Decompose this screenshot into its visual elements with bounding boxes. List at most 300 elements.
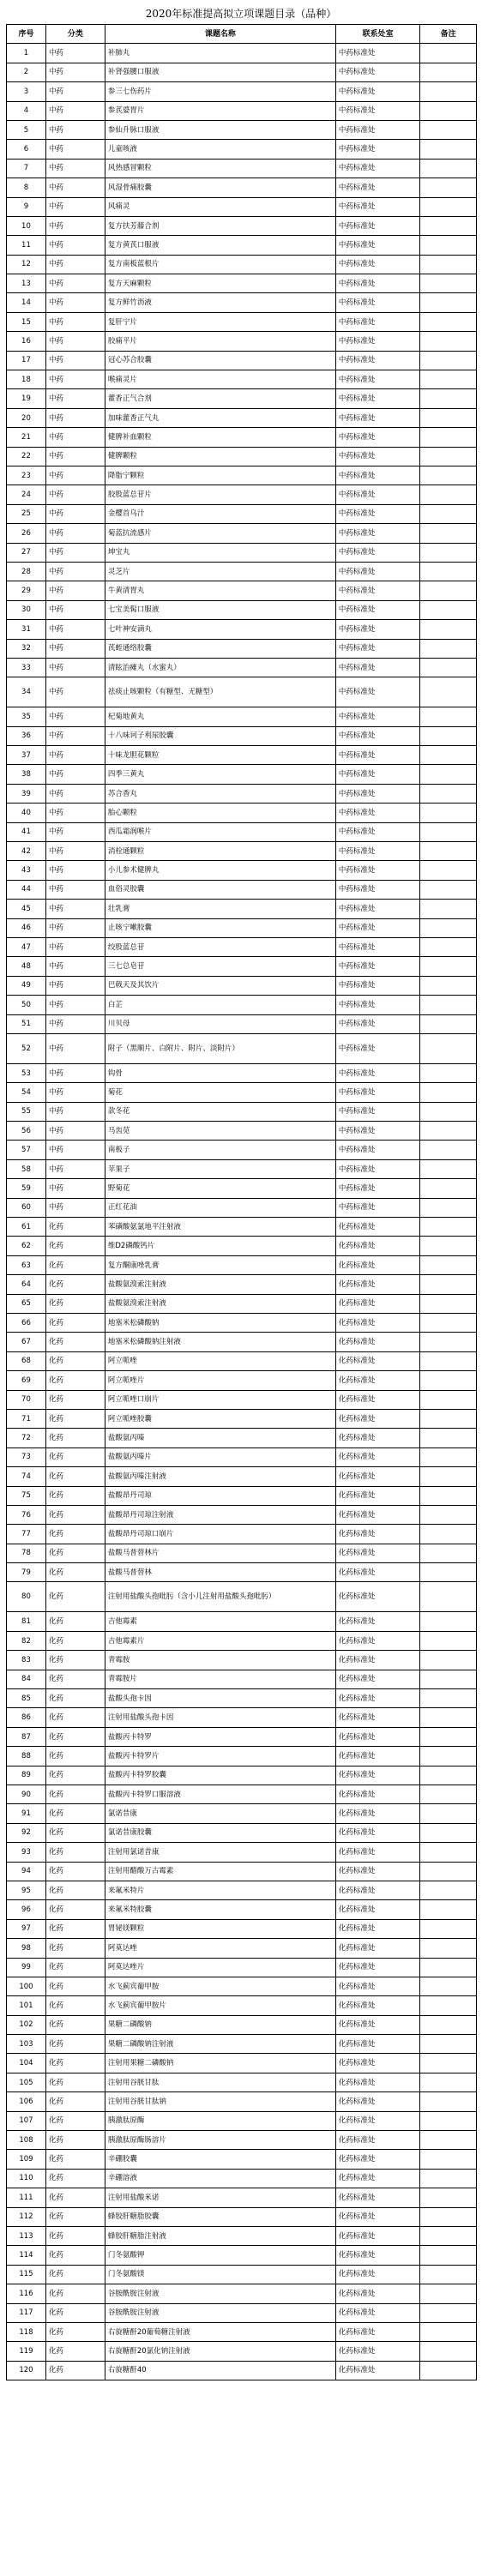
row-remarks [420, 1747, 477, 1766]
row-number: 59 [7, 1179, 46, 1198]
row-number: 38 [7, 765, 46, 784]
row-remarks [420, 1218, 477, 1237]
row-remarks [420, 1843, 477, 1862]
row-topic-name: 四季三黄丸 [105, 765, 335, 784]
row-remarks [420, 216, 477, 235]
table-row [7, 1525, 477, 1544]
row-number: 88 [7, 1747, 46, 1766]
row-category: 中药 [45, 1198, 105, 1217]
row-contact-dept: 中药标准处 [335, 82, 419, 101]
row-topic-name: 坤宝丸 [105, 543, 335, 562]
row-topic-name: 地塞米松磷酸钠 [105, 1314, 335, 1333]
row-remarks [420, 2035, 477, 2054]
row-contact-dept: 化药标准处 [335, 1900, 419, 1919]
row-number: 120 [7, 2361, 46, 2380]
row-category: 中药 [45, 784, 105, 803]
table-row [7, 2169, 477, 2188]
row-category: 中药 [45, 351, 105, 370]
row-contact-dept: 中药标准处 [335, 312, 419, 331]
row-category: 中药 [45, 389, 105, 408]
row-number: 118 [7, 2322, 46, 2341]
row-number: 52 [7, 1033, 46, 1063]
row-number: 64 [7, 1275, 46, 1294]
row-category: 中药 [45, 293, 105, 312]
row-contact-dept: 化药标准处 [335, 1727, 419, 1746]
row-remarks [420, 1977, 477, 1995]
row-contact-dept: 化药标准处 [335, 1237, 419, 1255]
row-number: 98 [7, 1939, 46, 1958]
row-remarks [420, 1996, 477, 2015]
row-category: 中药 [45, 216, 105, 235]
row-number: 61 [7, 1218, 46, 1237]
row-contact-dept: 中药标准处 [335, 861, 419, 880]
row-remarks [420, 1505, 477, 1524]
row-number: 100 [7, 1977, 46, 1995]
row-category: 中药 [45, 140, 105, 159]
row-remarks [420, 2092, 477, 2111]
row-category: 化药 [45, 1804, 105, 1823]
row-number: 41 [7, 822, 46, 841]
table-row [7, 2111, 477, 2130]
row-number: 95 [7, 1881, 46, 1899]
row-category: 化药 [45, 1651, 105, 1670]
row-number: 108 [7, 2131, 46, 2150]
table-row [7, 2035, 477, 2054]
row-number: 55 [7, 1102, 46, 1121]
row-contact-dept: 化药标准处 [335, 1612, 419, 1631]
row-remarks [420, 784, 477, 803]
row-category: 中药 [45, 44, 105, 63]
row-category: 中药 [45, 82, 105, 101]
row-number: 57 [7, 1141, 46, 1159]
table-row [7, 236, 477, 255]
row-contact-dept: 化药标准处 [335, 2073, 419, 2091]
row-number: 27 [7, 543, 46, 562]
row-contact-dept: 中药标准处 [335, 140, 419, 159]
row-number: 2 [7, 63, 46, 81]
row-remarks [420, 274, 477, 293]
row-remarks [420, 1198, 477, 1217]
row-number: 90 [7, 1785, 46, 1803]
row-contact-dept: 中药标准处 [335, 408, 419, 427]
row-remarks [420, 803, 477, 822]
topic-table [6, 24, 477, 2380]
table-row [7, 677, 477, 707]
row-contact-dept: 化药标准处 [335, 1409, 419, 1428]
row-topic-name: 金樱首乌汁 [105, 504, 335, 523]
row-contact-dept: 化药标准处 [335, 1429, 419, 1447]
row-remarks [420, 1409, 477, 1428]
row-number: 65 [7, 1294, 46, 1313]
row-remarks [420, 1823, 477, 1842]
table-row [7, 485, 477, 504]
row-number: 73 [7, 1447, 46, 1466]
row-remarks [420, 82, 477, 101]
header-row [7, 25, 477, 44]
row-number: 78 [7, 1544, 46, 1562]
row-topic-name: 注射用谷胱甘肽钠 [105, 2092, 335, 2111]
row-number: 10 [7, 216, 46, 235]
row-remarks [420, 1333, 477, 1351]
row-number: 48 [7, 957, 46, 976]
row-category: 中药 [45, 120, 105, 139]
row-contact-dept: 化药标准处 [335, 1804, 419, 1823]
row-contact-dept: 中药标准处 [335, 332, 419, 351]
row-category: 中药 [45, 918, 105, 937]
row-remarks [420, 1881, 477, 1899]
row-remarks [420, 178, 477, 197]
row-number: 76 [7, 1505, 46, 1524]
row-contact-dept: 化药标准处 [335, 2207, 419, 2226]
row-contact-dept: 化药标准处 [335, 1785, 419, 1803]
row-number: 80 [7, 1582, 46, 1612]
row-remarks [420, 351, 477, 370]
row-category: 化药 [45, 1390, 105, 1409]
row-contact-dept: 中药标准处 [335, 677, 419, 707]
row-category: 中药 [45, 803, 105, 822]
row-number: 104 [7, 2054, 46, 2073]
row-category: 中药 [45, 370, 105, 389]
row-remarks [420, 1371, 477, 1390]
row-category: 化药 [45, 1544, 105, 1562]
row-topic-name: 盐酸昂丹司琼口崩片 [105, 1525, 335, 1544]
table-row [7, 1063, 477, 1082]
row-topic-name: 胶痛平片 [105, 332, 335, 351]
row-number: 103 [7, 2035, 46, 2054]
row-number: 60 [7, 1198, 46, 1217]
row-remarks [420, 1314, 477, 1333]
row-number: 101 [7, 1996, 46, 2015]
row-remarks [420, 2207, 477, 2226]
row-category: 化药 [45, 1409, 105, 1428]
table-row [7, 1708, 477, 1727]
row-contact-dept: 中药标准处 [335, 1179, 419, 1198]
row-remarks [420, 1429, 477, 1447]
row-topic-name: 正红花油 [105, 1198, 335, 1217]
row-category: 化药 [45, 1429, 105, 1447]
row-number: 91 [7, 1804, 46, 1823]
row-remarks [420, 1727, 477, 1746]
row-remarks [420, 620, 477, 639]
row-category: 中药 [45, 842, 105, 861]
row-contact-dept: 中药标准处 [335, 504, 419, 523]
row-number: 8 [7, 178, 46, 197]
row-remarks [420, 2322, 477, 2341]
row-category: 中药 [45, 1122, 105, 1141]
row-number: 31 [7, 620, 46, 639]
header-contact-dept: 联系处室 [335, 25, 419, 44]
row-topic-name: 补肾强腰口服液 [105, 63, 335, 81]
row-number: 17 [7, 351, 46, 370]
row-topic-name: 盐酸丙卡特罗片 [105, 1747, 335, 1766]
table-row [7, 1486, 477, 1505]
table-row [7, 1505, 477, 1524]
table-row [7, 2361, 477, 2380]
row-category: 中药 [45, 957, 105, 976]
row-topic-name: 灵芝片 [105, 562, 335, 581]
row-topic-name: 盐酸氨丙嗪片 [105, 1447, 335, 1466]
row-topic-name: 七宝美髯口服液 [105, 600, 335, 619]
row-contact-dept: 中药标准处 [335, 44, 419, 63]
table-row [7, 600, 477, 619]
row-topic-name: 盐酸马普替林片 [105, 1544, 335, 1562]
row-topic-name: 盐酸氨丙嗪注射液 [105, 1467, 335, 1486]
row-topic-name: 健脾颗粒 [105, 447, 335, 466]
row-contact-dept: 化药标准处 [335, 2092, 419, 2111]
row-number: 85 [7, 1689, 46, 1708]
table-row [7, 1544, 477, 1562]
row-category: 化药 [45, 1314, 105, 1333]
table-row [7, 2131, 477, 2150]
row-category: 中药 [45, 581, 105, 600]
row-contact-dept: 化药标准处 [335, 1823, 419, 1842]
table-row [7, 2092, 477, 2111]
row-remarks [420, 140, 477, 159]
row-number: 115 [7, 2265, 46, 2284]
row-topic-name: 风痛灵 [105, 197, 335, 216]
table-row [7, 842, 477, 861]
row-topic-name: 盐酸昂丹司琼 [105, 1486, 335, 1505]
row-topic-name: 地塞米松磷酸钠注射液 [105, 1333, 335, 1351]
row-number: 44 [7, 880, 46, 899]
row-category: 化药 [45, 1766, 105, 1785]
row-contact-dept: 中药标准处 [335, 784, 419, 803]
row-topic-name: 南板子 [105, 1141, 335, 1159]
row-topic-name: 来氟米特片 [105, 1881, 335, 1899]
table-row [7, 784, 477, 803]
header-category: 分类 [45, 25, 105, 44]
table-row [7, 2322, 477, 2341]
row-topic-name: 七叶神安滴丸 [105, 620, 335, 639]
row-category: 中药 [45, 312, 105, 331]
row-remarks [420, 2226, 477, 2245]
row-category: 化药 [45, 2226, 105, 2245]
row-remarks [420, 1486, 477, 1505]
table-row [7, 543, 477, 562]
row-remarks [420, 1447, 477, 1466]
row-number: 83 [7, 1651, 46, 1670]
table-row [7, 1083, 477, 1102]
table-row [7, 1689, 477, 1708]
row-number: 28 [7, 562, 46, 581]
row-contact-dept: 化药标准处 [335, 1486, 419, 1505]
row-topic-name: 降脂宁颗粒 [105, 466, 335, 485]
row-topic-name: 注射用谷胱甘肽 [105, 2073, 335, 2091]
row-number: 62 [7, 1237, 46, 1255]
row-remarks [420, 1766, 477, 1785]
row-contact-dept: 中药标准处 [335, 466, 419, 485]
row-remarks [420, 63, 477, 81]
row-contact-dept: 中药标准处 [335, 1198, 419, 1217]
table-row [7, 996, 477, 1014]
table-row [7, 639, 477, 658]
row-topic-name: 复方黄芪口服液 [105, 236, 335, 255]
row-category: 中药 [45, 543, 105, 562]
row-number: 82 [7, 1631, 46, 1650]
header-no: 序号 [7, 25, 46, 44]
row-topic-name: 盐酸氨溴索注射液 [105, 1275, 335, 1294]
row-remarks [420, 1141, 477, 1159]
row-remarks [420, 1102, 477, 1121]
row-number: 111 [7, 2188, 46, 2207]
row-number: 39 [7, 784, 46, 803]
row-number: 94 [7, 1862, 46, 1881]
table-row [7, 1014, 477, 1033]
row-remarks [420, 447, 477, 466]
table-row [7, 2015, 477, 2034]
row-contact-dept: 化药标准处 [335, 2246, 419, 2265]
header-remarks: 备注 [420, 25, 477, 44]
table-row [7, 293, 477, 312]
table-row [7, 504, 477, 523]
row-topic-name: 盐酸丙卡特罗口服溶液 [105, 1785, 335, 1803]
row-number: 13 [7, 274, 46, 293]
row-remarks [420, 1159, 477, 1178]
table-row [7, 178, 477, 197]
table-row [7, 746, 477, 765]
table-row [7, 957, 477, 976]
row-remarks [420, 842, 477, 861]
row-category: 中药 [45, 976, 105, 995]
row-category: 化药 [45, 1823, 105, 1842]
row-contact-dept: 化药标准处 [335, 2169, 419, 2188]
row-contact-dept: 中药标准处 [335, 120, 419, 139]
row-contact-dept: 化药标准处 [335, 1525, 419, 1544]
row-topic-name: 注射用盐酸头孢吡肟（含小儿注射用盐酸头孢吡肟） [105, 1582, 335, 1612]
row-contact-dept: 化药标准处 [335, 2188, 419, 2207]
table-row [7, 1429, 477, 1447]
table-row [7, 1333, 477, 1351]
row-category: 中药 [45, 1063, 105, 1082]
row-topic-name: 盐酸昂丹司琼注射液 [105, 1505, 335, 1524]
row-contact-dept: 中药标准处 [335, 900, 419, 918]
row-number: 19 [7, 389, 46, 408]
row-category: 化药 [45, 2265, 105, 2284]
row-category: 中药 [45, 1102, 105, 1121]
row-topic-name: 菊蓝抗流感片 [105, 524, 335, 543]
row-topic-name: 青霉胺 [105, 1651, 335, 1670]
table-row [7, 82, 477, 101]
row-topic-name: 青霉胺片 [105, 1670, 335, 1688]
row-number: 67 [7, 1333, 46, 1351]
row-contact-dept: 中药标准处 [335, 1083, 419, 1102]
row-contact-dept: 中药标准处 [335, 1033, 419, 1063]
row-topic-name: 右旋糖酐40 [105, 2361, 335, 2380]
row-topic-name: 阿立哌唑片 [105, 1371, 335, 1390]
row-category: 化药 [45, 1785, 105, 1803]
row-topic-name: 吉他霉素片 [105, 1631, 335, 1650]
row-contact-dept: 化药标准处 [335, 2342, 419, 2361]
row-number: 51 [7, 1014, 46, 1033]
row-topic-name: 参三七伤药片 [105, 82, 335, 101]
row-contact-dept: 化药标准处 [335, 1919, 419, 1938]
row-topic-name: 谷胺酰胺注射液 [105, 2303, 335, 2322]
row-number: 74 [7, 1467, 46, 1486]
row-remarks [420, 159, 477, 178]
row-contact-dept: 化药标准处 [335, 1255, 419, 1274]
row-remarks [420, 389, 477, 408]
row-remarks [420, 466, 477, 485]
row-topic-name: 苹果子 [105, 1159, 335, 1178]
row-contact-dept: 中药标准处 [335, 1122, 419, 1141]
row-topic-name: 附子（黑顺片、白附片、附片、淡附片） [105, 1033, 335, 1063]
row-category: 中药 [45, 822, 105, 841]
table-row [7, 1033, 477, 1063]
row-contact-dept: 中药标准处 [335, 159, 419, 178]
row-number: 75 [7, 1486, 46, 1505]
row-category: 化药 [45, 2342, 105, 2361]
row-category: 化药 [45, 2035, 105, 2054]
row-number: 71 [7, 1409, 46, 1428]
row-category: 中药 [45, 159, 105, 178]
row-number: 37 [7, 746, 46, 765]
row-number: 21 [7, 428, 46, 447]
table-row [7, 1294, 477, 1313]
row-category: 中药 [45, 428, 105, 447]
row-topic-name: 水飞蓟宾葡甲胺片 [105, 1996, 335, 2015]
row-number: 50 [7, 996, 46, 1014]
table-row [7, 1785, 477, 1803]
table-row [7, 1862, 477, 1881]
row-category: 中药 [45, 937, 105, 956]
row-contact-dept: 化药标准处 [335, 1651, 419, 1670]
row-topic-name: 风湿骨痛胶囊 [105, 178, 335, 197]
table-row [7, 2246, 477, 2265]
row-topic-name: 钩骨 [105, 1063, 335, 1082]
row-remarks [420, 1390, 477, 1409]
row-number: 109 [7, 2150, 46, 2169]
row-category: 化药 [45, 1670, 105, 1688]
table-row [7, 620, 477, 639]
table-row [7, 63, 477, 81]
row-contact-dept: 化药标准处 [335, 2303, 419, 2322]
row-remarks [420, 428, 477, 447]
row-number: 46 [7, 918, 46, 937]
row-category: 中药 [45, 562, 105, 581]
row-category: 化药 [45, 1486, 105, 1505]
row-number: 114 [7, 2246, 46, 2265]
row-remarks [420, 1631, 477, 1650]
row-contact-dept: 中药标准处 [335, 803, 419, 822]
row-topic-name: 补肺丸 [105, 44, 335, 63]
table-row [7, 861, 477, 880]
row-topic-name: 辛硼溶液 [105, 2169, 335, 2188]
row-number: 72 [7, 1429, 46, 1447]
table-row [7, 1447, 477, 1466]
row-category: 中药 [45, 255, 105, 274]
row-number: 24 [7, 485, 46, 504]
row-contact-dept: 中药标准处 [335, 63, 419, 81]
row-topic-name: 水飞蓟宾葡甲胺 [105, 1977, 335, 1995]
row-number: 29 [7, 581, 46, 600]
row-contact-dept: 化药标准处 [335, 1843, 419, 1862]
row-contact-dept: 中药标准处 [335, 600, 419, 619]
row-remarks [420, 408, 477, 427]
table-row [7, 1747, 477, 1766]
row-category: 化药 [45, 1689, 105, 1708]
row-category: 化药 [45, 1447, 105, 1466]
row-topic-name: 氯诺昔康 [105, 1804, 335, 1823]
row-category: 化药 [45, 2054, 105, 2073]
row-category: 中药 [45, 658, 105, 677]
row-category: 化药 [45, 1371, 105, 1390]
table-row [7, 1804, 477, 1823]
row-category: 化药 [45, 1294, 105, 1313]
table-row [7, 2342, 477, 2361]
row-topic-name: 注射用果糖二磷酸钠 [105, 2054, 335, 2073]
table-row [7, 255, 477, 274]
row-number: 70 [7, 1390, 46, 1409]
